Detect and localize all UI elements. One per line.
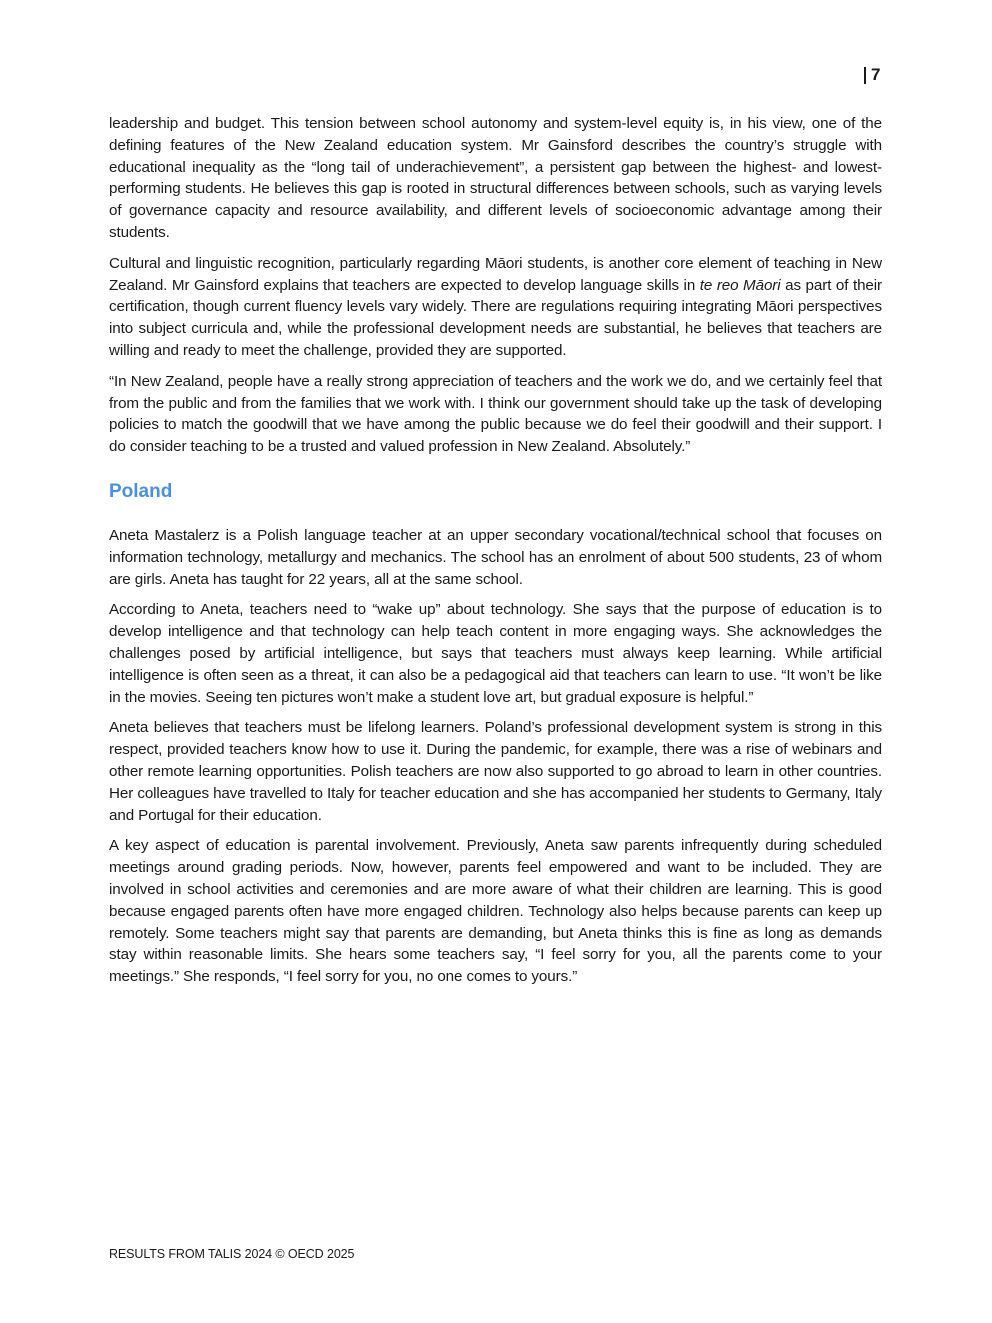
page-number-value: 7 bbox=[871, 65, 881, 84]
paragraph-nz-cultural-part2: as part of their certification, though current fluency levels vary widely. There are regulations requiring integrating Māori perspectives into subject curricula and, while the professional development needs are substantial, he believes that teachers are willing and ready to meet the challenge, provided they are supported. bbox=[109, 276, 882, 359]
paragraph-nz-cultural-part1: Cultural and linguistic recognition, particularly regarding Māori students, is another core element of teaching in New Zealand. Mr Gainsford explains that teachers are expected to develop language skills in bbox=[109, 254, 882, 294]
section-heading-poland: Poland bbox=[109, 480, 173, 502]
main-content bbox=[109, 113, 882, 997]
paragraph-nz-quote: “In New Zealand, people have a really strong appreciation of teachers and the work we do, and we certainly feel that from the public and from the families that we work with. I think our government should take up the task of developing policies to match the goodwill that we have among the public because we do feel their goodwill and their support. I do consider teaching to be a trusted and valued profession in New Zealand. Absolutely.” bbox=[109, 372, 882, 456]
paragraph-poland-intro: Aneta Mastalerz is a Polish language teacher at an upper secondary vocational/technical school that focuses on information technology, metallurgy and mechanics. The school has an enrolment of about 500 students, 23 of whom are girls. Aneta has taught for 22 years, all at the same school. bbox=[109, 526, 882, 588]
page-number bbox=[864, 64, 880, 86]
paragraph-poland-lifelong-learning: Aneta believes that teachers must be lifelong learners. Poland’s professional development system is strong in this respect, provided teachers know how to use it. During the pandemic, for example, there was a rise of webinars and other remote learning opportunities. Polish teachers are now also supported to go abroad to learn in other countries. Her colleagues have travelled to Italy for teacher education and she has accompanied her students to Germany, Italy and Portugal for their education. bbox=[109, 719, 882, 824]
paragraph-poland-parents: A key aspect of education is parental involvement. Previously, Aneta saw parents infrequently during scheduled meetings around grading periods. Now, however, parents feel empowered and want to be included. They are involved in school activities and ceremonies and are more aware of what their children are learning. This is good because engaged parents often have more engaged children. Technology also helps because parents can keep up remotely. Some teachers might say that parents are demanding, but Aneta thinks this is fine as long as demands stay within reasonable limits. She hears some teachers say, “I feel sorry for you, all the parents come to your meetings.” She responds, “I feel sorry for you, no one comes to yours.” bbox=[109, 837, 882, 986]
page-footer: RESULTS FROM TALIS 2024 © OECD 2025 bbox=[109, 1247, 355, 1261]
te-reo-maori-term: te reo Māori bbox=[699, 276, 781, 294]
page-number-divider bbox=[864, 67, 866, 84]
paragraph-poland-technology: According to Aneta, teachers need to “wake up” about technology. She says that the purpose of education is to develop intelligence and that technology can help teach content in more engaging ways. She acknowledges the challenges posed by artificial intelligence, but says that teachers must always keep learning. While artificial intelligence is often seen as a threat, it can also be a pedagogical aid that teachers can learn to use. “It won’t be like in the movies. Seeing ten pictures won’t make a student love art, but gradual exposure is helpful.” bbox=[109, 601, 882, 706]
paragraph-nz-equity: leadership and budget. This tension between school autonomy and system-level equity is, in his view, one of the defining features of the New Zealand education system. Mr Gainsford describes the country’s struggle with educational inequality as the “long tail of underachievement”, a persistent gap between the highest- and lowest-performing students. He believes this gap is rooted in structural differences between schools, such as varying levels of governance capacity and resource availability, and different levels of socioeconomic advantage among their students. bbox=[109, 115, 882, 241]
paragraph-nz-cultural bbox=[109, 253, 882, 362]
